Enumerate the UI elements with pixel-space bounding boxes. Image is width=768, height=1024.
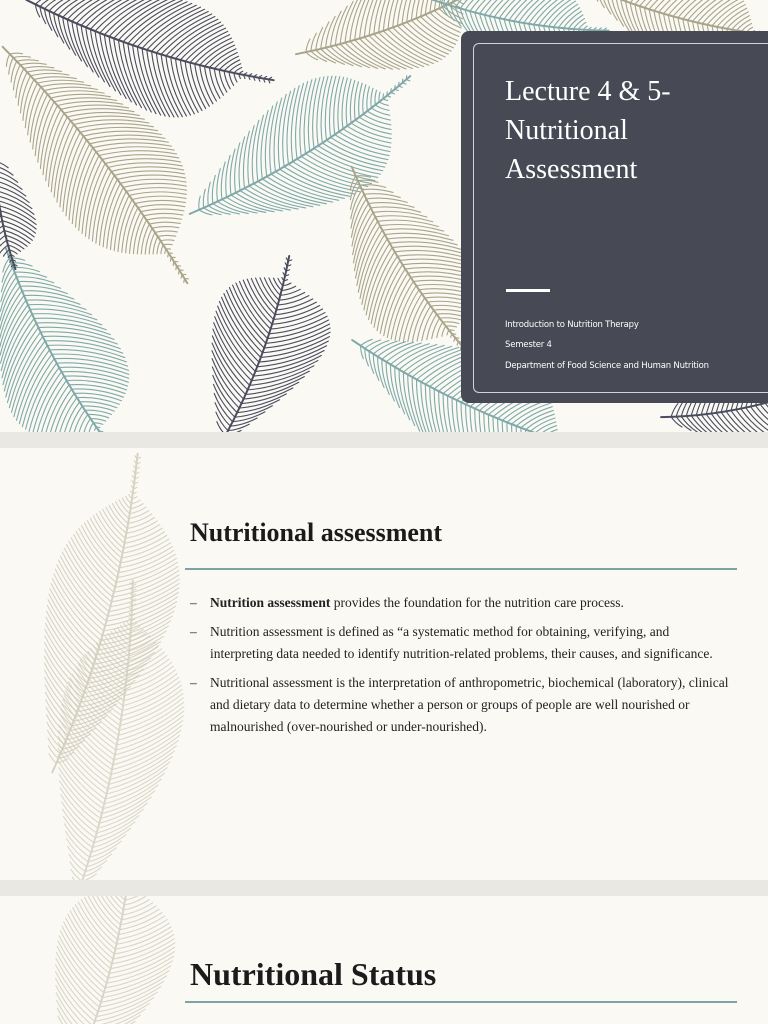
- slide-heading: Nutritional Status: [190, 956, 437, 992]
- feather-illustration: [174, 239, 351, 432]
- heading-rule: [185, 568, 737, 570]
- bullet-text: Nutrition assessment is defined as “a systematic method for obtaining, verifying, and interpreting data needed to identify nutrition-related problems, their causes, and significance.: [210, 624, 713, 661]
- bullet-item: [190, 592, 735, 614]
- content-slide-nutritional-status: [0, 896, 768, 1024]
- title-slide: [0, 0, 768, 432]
- feather-illustration: [22, 896, 196, 1024]
- bullet-item: [190, 672, 735, 738]
- bullet-item: [190, 621, 735, 665]
- dash-marker: –: [190, 675, 197, 690]
- feather-illustration: [0, 223, 162, 432]
- department-name: Department of Food Science and Human Nutrition: [505, 361, 709, 371]
- bullet-list: [190, 592, 735, 745]
- semester-label: Semester 4: [505, 340, 552, 350]
- bullet-bold-term: Nutrition assessment: [210, 595, 331, 610]
- bullet-text: provides the foundation for the nutrition care process.: [330, 595, 624, 610]
- title-divider: [506, 289, 550, 292]
- slide-heading: Nutritional assessment: [190, 518, 443, 547]
- heading-rule: [185, 1001, 737, 1003]
- dash-marker: –: [190, 595, 197, 610]
- feather-illustration: [163, 33, 448, 274]
- feather-illustration: [0, 3, 244, 317]
- feather-illustration: [30, 572, 206, 880]
- feather-illustration: [4, 448, 211, 792]
- content-slide-nutritional-assessment: [0, 448, 768, 880]
- feather-illustration: [5, 0, 288, 145]
- dash-marker: –: [190, 624, 197, 639]
- course-name: Introduction to Nutrition Therapy: [505, 320, 639, 330]
- feather-illustration: [0, 146, 43, 276]
- bullet-text: Nutritional assessment is the interpretation of anthropometric, biochemical (laboratory), clinical and dietary data to determine whether a person or groups of people are well nourished or malnourished (over-nourished or under-nourished).: [210, 675, 729, 734]
- lecture-title: Lecture 4 & 5- Nutritional Assessment: [505, 76, 671, 185]
